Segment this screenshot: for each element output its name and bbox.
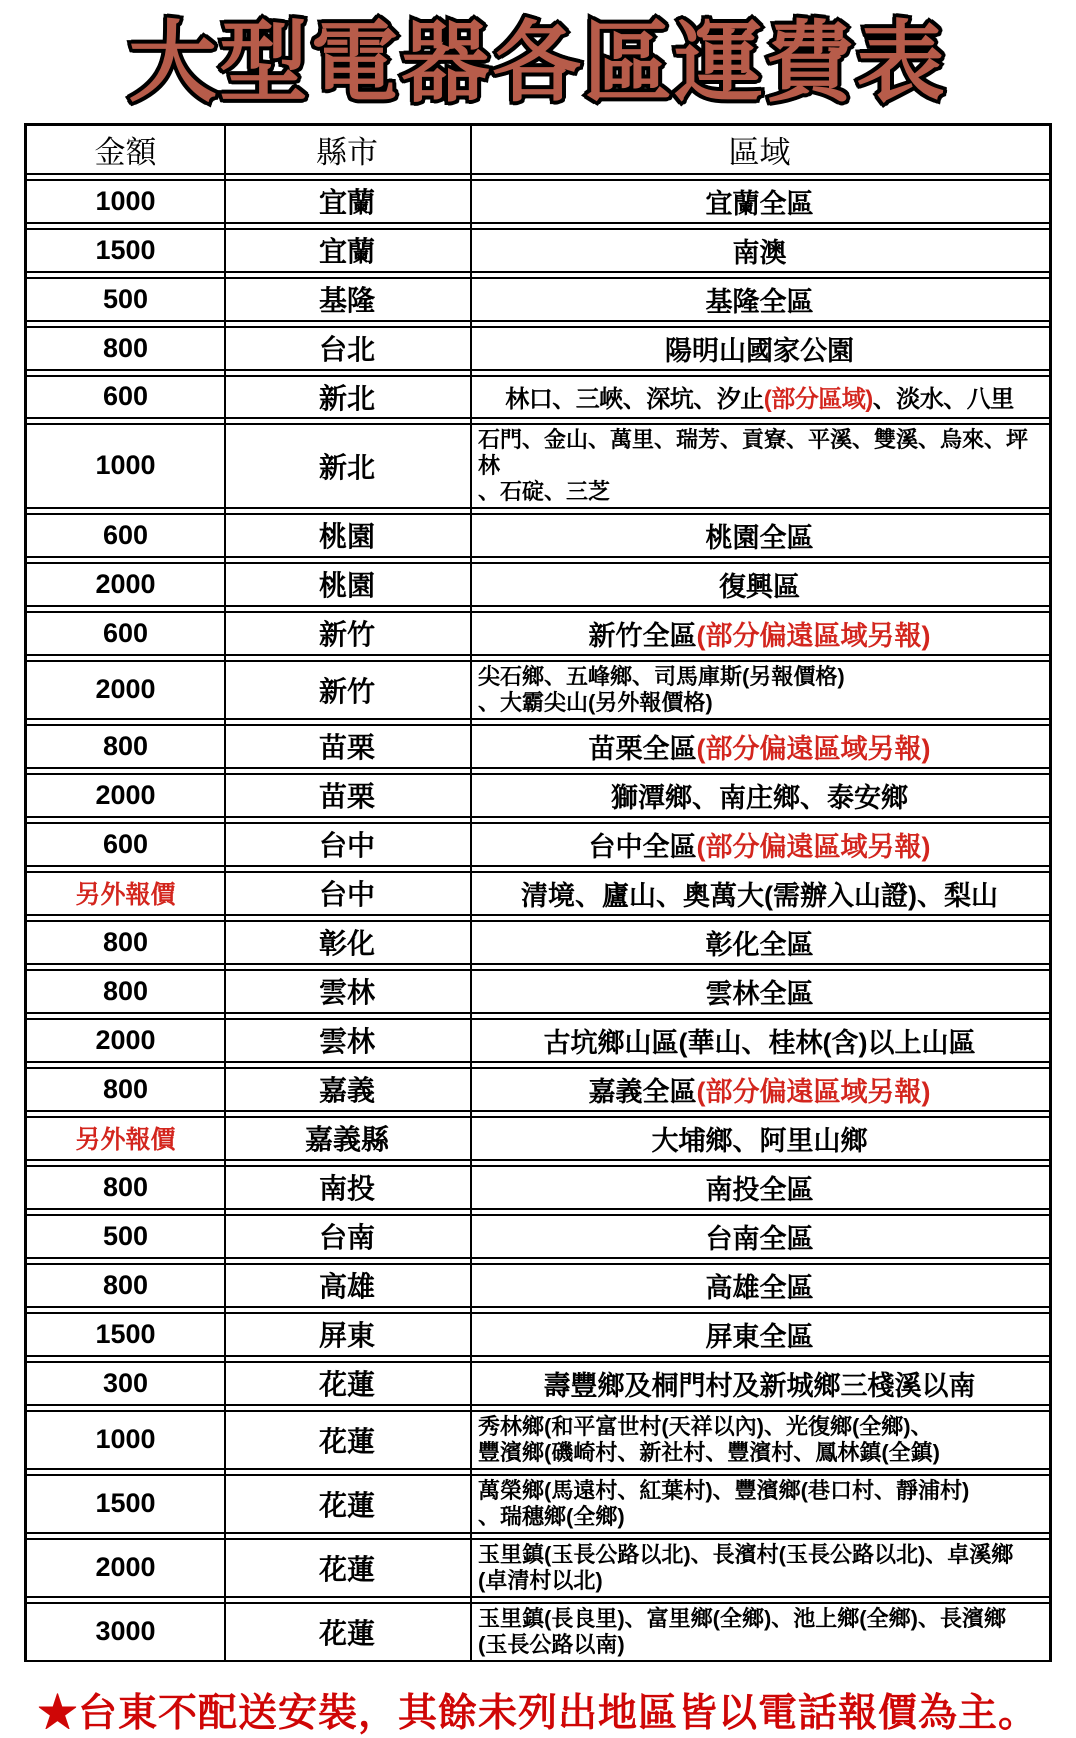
region-cell (470, 1540, 1049, 1596)
region-text: 基隆全區 (705, 286, 814, 317)
table-row (27, 1361, 1049, 1406)
table-row (27, 611, 1049, 656)
table-row (27, 228, 1049, 273)
county-cell: 新竹 (318, 619, 375, 651)
amount-text: 800 (102, 926, 149, 957)
county-cell: 彰化 (318, 928, 375, 960)
region-line (478, 1632, 1045, 1658)
amount-text: 800 (102, 730, 149, 761)
region-text: 南澳 (732, 237, 787, 268)
region-cell (470, 1412, 1049, 1468)
region-line (706, 1315, 814, 1354)
region-line (544, 1364, 976, 1403)
region-line (733, 231, 787, 270)
table-row (27, 375, 1049, 419)
county-cell: 宜蘭 (318, 236, 375, 268)
region-line (521, 874, 998, 913)
table-row (27, 1602, 1049, 1662)
amount-cell (27, 564, 224, 605)
table-row (27, 1018, 1049, 1063)
table-row (27, 1116, 1049, 1161)
region-line (478, 664, 1045, 690)
region-cell (470, 230, 1049, 271)
region-cell (470, 515, 1049, 556)
amount-cell (27, 971, 224, 1012)
region-text: 、石碇、三芝 (478, 478, 611, 504)
region-line (706, 1217, 814, 1256)
amount-text: 1000 (95, 450, 156, 481)
region-line (478, 690, 1045, 716)
county-cell: 桃園 (318, 570, 375, 602)
table-row (27, 822, 1049, 867)
region-line (478, 479, 1045, 505)
region-text: 、淡水、八里 (872, 386, 1014, 414)
region-text: 林口、三峽、深坑、汐止 (505, 386, 764, 414)
county-cell: 南投 (318, 1173, 375, 1205)
amount-text: 800 (102, 332, 149, 363)
amount-text: 500 (102, 283, 149, 314)
amount-text-highlight: 另外報價 (75, 881, 176, 910)
region-text-highlight: (部分偏遠區域另報) (696, 733, 931, 764)
region-text: 復興區 (719, 571, 800, 602)
region-line (589, 727, 931, 766)
table-row (27, 969, 1049, 1014)
table-row (27, 326, 1049, 371)
amount-text: 300 (102, 1367, 149, 1398)
table-row (27, 773, 1049, 818)
amount-text: 2000 (95, 568, 156, 599)
table-row (27, 1214, 1049, 1259)
region-cell (470, 873, 1049, 914)
amount-cell (27, 1314, 224, 1355)
table-row (27, 277, 1049, 322)
table-row (27, 423, 1049, 509)
region-cell (470, 1020, 1049, 1061)
amount-text: 800 (102, 975, 149, 1006)
region-text: 雲林全區 (705, 978, 814, 1009)
region-text: 彰化全區 (705, 929, 814, 960)
table-row (27, 1067, 1049, 1112)
region-text-highlight: (部分區域) (763, 386, 873, 414)
region-cell (470, 824, 1049, 865)
region-line (478, 1440, 1045, 1466)
amount-cell (27, 613, 224, 654)
region-text: (玉長公路以南) (478, 1631, 625, 1657)
region-line (706, 516, 814, 555)
column-divider (470, 123, 472, 1662)
region-cell (470, 564, 1049, 605)
amount-cell (27, 1020, 224, 1061)
county-cell: 花蓮 (318, 1489, 375, 1521)
amount-text: 800 (102, 1171, 149, 1202)
amount-text: 500 (102, 1220, 149, 1251)
table-header-row (27, 123, 1049, 175)
region-line (478, 1542, 1045, 1568)
amount-text: 1500 (95, 1488, 156, 1519)
region-line (589, 1070, 931, 1109)
region-cell (470, 1069, 1049, 1110)
region-text: 桃園全區 (705, 522, 814, 553)
amount-text: 2000 (95, 1024, 156, 1055)
region-text: 、大霸尖山(另外報價格) (478, 689, 713, 715)
amount-cell (27, 1412, 224, 1468)
region-text: 宜蘭全區 (705, 188, 814, 219)
amount-cell (27, 873, 224, 914)
amount-text: 2000 (95, 1552, 156, 1583)
region-cell (470, 1167, 1049, 1208)
region-line (719, 565, 800, 604)
amount-text: 600 (102, 828, 149, 859)
county-cell: 嘉義 (318, 1075, 375, 1107)
header-region: 區域 (728, 134, 791, 170)
table-row (27, 724, 1049, 769)
region-text: 、瑞穗鄉(全鄉) (478, 1503, 625, 1529)
region-cell (470, 775, 1049, 816)
amount-cell (27, 1604, 224, 1660)
region-text: 豐濱鄉(磯崎村、新社村、豐濱村、鳳林鎮(全鎮) (478, 1439, 940, 1465)
amount-text: 600 (102, 617, 149, 648)
region-cell (470, 1476, 1049, 1532)
county-cell: 花蓮 (318, 1553, 375, 1585)
county-cell: 桃園 (318, 521, 375, 553)
county-cell: 台北 (318, 334, 375, 366)
region-text: 台南全區 (705, 1223, 814, 1254)
region-cell (470, 1265, 1049, 1306)
column-divider (224, 123, 226, 1662)
region-text: (卓清村以北) (478, 1567, 603, 1593)
region-text-highlight: (部分偏遠區域另報) (696, 620, 931, 651)
region-text: 萬榮鄉(馬遠村、紅葉村)、豐濱鄉(巷口村、靜浦村) (478, 1477, 970, 1503)
county-cell: 高雄 (318, 1271, 375, 1303)
region-text: 石門、金山、萬里、瑞芳、貢寮、平溪、雙溪、烏來、坪林 (478, 426, 1029, 478)
county-cell: 台南 (318, 1222, 375, 1254)
region-text: 玉里鎮(玉長公路以北)、長濱村(玉長公路以北)、卓溪鄉 (478, 1541, 1014, 1567)
amount-cell (27, 515, 224, 556)
county-cell: 新北 (318, 382, 375, 414)
amount-cell (27, 662, 224, 718)
amount-cell (27, 377, 224, 417)
amount-text: 1000 (95, 185, 156, 216)
region-line (706, 1168, 814, 1207)
region-cell (470, 279, 1049, 320)
amount-text: 1000 (95, 1424, 156, 1455)
amount-text: 800 (102, 1073, 149, 1104)
region-cell (470, 1314, 1049, 1355)
region-text: 秀林鄉(和平富世村(天祥以內)、光復鄉(全鄉)、 (478, 1413, 933, 1439)
region-text: 嘉義全區 (588, 1076, 697, 1107)
county-cell: 花蓮 (318, 1369, 375, 1401)
header-amount: 金額 (94, 134, 157, 170)
region-line (706, 972, 814, 1011)
region-cell (470, 1118, 1049, 1159)
table-row (27, 1165, 1049, 1210)
region-line (544, 1021, 976, 1060)
region-cell (470, 1363, 1049, 1404)
amount-text: 1500 (95, 234, 156, 265)
region-text-highlight: (部分偏遠區域另報) (696, 1076, 931, 1107)
footer-note: ★台東不配送安裝，其餘未列出地區皆以電話報價為主。 (37, 1691, 1038, 1735)
amount-cell (27, 1069, 224, 1110)
region-line (589, 614, 931, 653)
region-line (706, 182, 814, 221)
region-cell (470, 181, 1049, 222)
table-row (27, 1538, 1049, 1598)
region-cell (470, 662, 1049, 718)
amount-cell (27, 1540, 224, 1596)
region-text: 苗栗全區 (588, 733, 697, 764)
region-text: 古坑鄉山區(華山、桂林(含)以上山區 (543, 1027, 976, 1058)
region-line (706, 923, 814, 962)
region-line (478, 1504, 1045, 1530)
amount-cell (27, 922, 224, 963)
county-cell: 屏東 (318, 1320, 375, 1352)
region-text: 大埔鄉、阿里山鄉 (651, 1125, 868, 1156)
amount-cell (27, 328, 224, 369)
region-text: 陽明山國家公園 (665, 335, 854, 366)
amount-text: 1500 (95, 1318, 156, 1349)
region-line (611, 776, 908, 815)
amount-text: 800 (102, 1269, 149, 1300)
region-line (706, 280, 814, 319)
county-cell: 雲林 (318, 977, 375, 1009)
region-line (478, 1568, 1045, 1594)
table-row (27, 513, 1049, 558)
county-cell: 嘉義縣 (304, 1124, 389, 1156)
amount-cell (27, 425, 224, 507)
table-row (27, 1312, 1049, 1357)
table-row (27, 1410, 1049, 1470)
fee-table (24, 123, 1052, 1662)
region-text: 台中全區 (588, 831, 697, 862)
region-cell (470, 328, 1049, 369)
region-cell (470, 726, 1049, 767)
amount-cell (27, 1167, 224, 1208)
region-cell (470, 922, 1049, 963)
region-line (478, 1478, 1045, 1504)
amount-cell (27, 279, 224, 320)
region-line (665, 329, 854, 368)
amount-cell (27, 1476, 224, 1532)
amount-text: 2000 (95, 779, 156, 810)
region-text: 南投全區 (705, 1174, 814, 1205)
region-text-highlight: (部分偏遠區域另報) (696, 831, 931, 862)
header-county: 縣市 (316, 134, 378, 170)
region-cell (470, 1604, 1049, 1660)
region-text: 新竹全區 (588, 620, 697, 651)
region-cell (470, 377, 1049, 417)
page-title: 大型電器各區運費表 (128, 13, 948, 112)
table-row (27, 920, 1049, 965)
county-cell: 雲林 (318, 1026, 375, 1058)
county-cell: 新竹 (318, 675, 375, 707)
table-row (27, 871, 1049, 916)
county-cell: 苗栗 (318, 732, 375, 764)
table-row (27, 1263, 1049, 1308)
county-cell: 花蓮 (318, 1425, 375, 1457)
amount-cell (27, 1363, 224, 1404)
amount-text: 600 (102, 381, 149, 412)
county-cell: 宜蘭 (318, 187, 375, 219)
county-cell: 台中 (318, 879, 375, 911)
county-cell: 新北 (318, 451, 375, 483)
region-line (478, 1414, 1045, 1440)
table-row (27, 1474, 1049, 1534)
region-text: 清境、廬山、奧萬大(需辦入山證)、梨山 (521, 880, 998, 911)
region-text: 高雄全區 (705, 1272, 814, 1303)
region-text: 玉里鎮(長良里)、富里鄉(全鄉)、池上鄉(全鄉)、長濱鄉 (478, 1605, 1006, 1631)
table-row (27, 179, 1049, 224)
amount-text-highlight: 另外報價 (75, 1126, 176, 1155)
region-cell (470, 425, 1049, 507)
amount-text: 3000 (95, 1616, 156, 1647)
amount-text: 600 (102, 519, 149, 550)
amount-text: 2000 (95, 674, 156, 705)
amount-cell (27, 775, 224, 816)
region-line (652, 1119, 868, 1158)
region-cell (470, 971, 1049, 1012)
region-line (706, 1266, 814, 1305)
region-text: 獅潭鄉、南庄鄉、泰安鄉 (611, 782, 908, 813)
amount-cell (27, 1216, 224, 1257)
region-text: 屏東全區 (705, 1321, 814, 1352)
amount-cell (27, 1118, 224, 1159)
amount-cell (27, 230, 224, 271)
amount-cell (27, 181, 224, 222)
county-cell: 台中 (318, 830, 375, 862)
region-line (589, 825, 931, 864)
region-text: 壽豐鄉及桐門村及新城鄉三棧溪以南 (543, 1370, 976, 1401)
region-cell (470, 613, 1049, 654)
region-line (478, 1606, 1045, 1632)
amount-cell (27, 824, 224, 865)
county-cell: 花蓮 (318, 1617, 375, 1649)
table-row (27, 562, 1049, 607)
county-cell: 基隆 (318, 285, 375, 317)
amount-cell (27, 1265, 224, 1306)
region-cell (470, 1216, 1049, 1257)
region-text: 尖石鄉、五峰鄉、司馬庫斯(另報價格) (478, 663, 845, 689)
county-cell: 苗栗 (318, 781, 375, 813)
amount-cell (27, 726, 224, 767)
table-row (27, 660, 1049, 720)
region-line (505, 379, 1013, 414)
region-line (478, 427, 1045, 479)
